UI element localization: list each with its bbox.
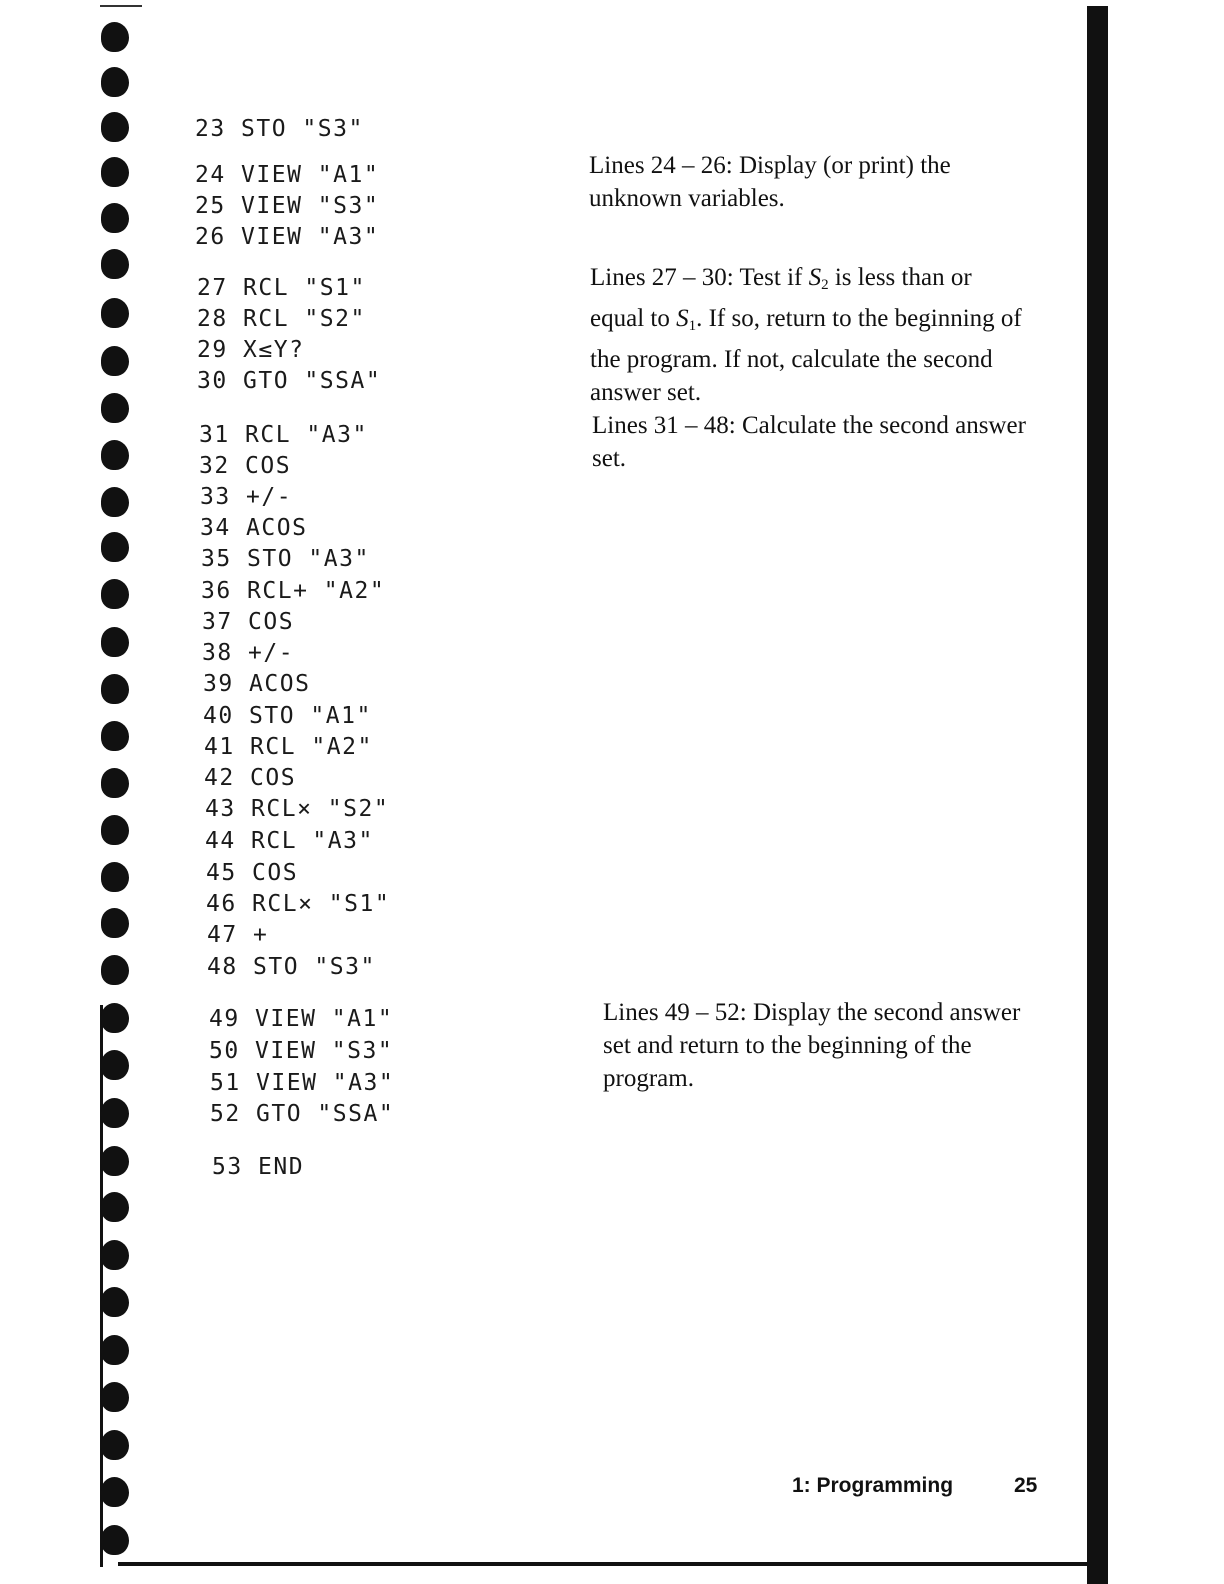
bottom-edge-rule: [118, 1562, 1108, 1566]
program-line: 34 ACOS: [200, 515, 308, 541]
binding-edge: [1087, 6, 1108, 1584]
program-line: 47 +: [207, 922, 269, 948]
variable-s: S: [808, 264, 822, 291]
binding-hole: [101, 1335, 129, 1365]
binding-hole: [101, 908, 129, 938]
binding-hole: [101, 1003, 129, 1033]
program-line: 46 RCL× "S1": [206, 891, 391, 917]
binding-hole: [101, 674, 129, 704]
binding-hole: [101, 112, 129, 142]
binding-hole: [101, 1192, 129, 1222]
program-line: 27 RCL "S1": [197, 275, 366, 301]
binding-hole: [101, 1050, 129, 1080]
binding-hole: [101, 1146, 129, 1176]
binding-hole: [101, 955, 129, 985]
binding-hole: [101, 393, 129, 423]
binding-hole: [101, 487, 129, 517]
program-line: 38 +/-: [202, 640, 295, 666]
program-line: 37 COS: [202, 609, 295, 635]
program-line: 30 GTO "SSA": [197, 368, 382, 394]
program-line: 40 STO "A1": [203, 703, 372, 729]
program-line: 41 RCL "A2": [204, 734, 373, 760]
program-line: 29 X≤Y?: [197, 337, 305, 363]
binding-hole: [101, 346, 129, 376]
binding-hole: [101, 579, 129, 609]
binding-hole: [101, 249, 129, 279]
top-rule: [100, 5, 142, 7]
binding-hole: [101, 1240, 129, 1270]
binding-hole: [101, 157, 129, 187]
binding-hole: [101, 627, 129, 657]
note-text: Lines 27 – 30: Test if: [590, 264, 809, 291]
binding-hole: [101, 815, 129, 845]
program-line: 45 COS: [206, 860, 299, 886]
binding-hole: [101, 1098, 129, 1128]
note-lines-27-30: [590, 261, 1030, 409]
note-lines-49-52: Lines 49 – 52: Display the second answer set and return to the beginning of the program.: [603, 999, 1021, 1092]
binding-hole: [101, 1477, 129, 1507]
binding-hole: [101, 1287, 129, 1317]
note-text: . If so, return to the beginning of the program. If not, calculate the second answer set.: [590, 305, 1022, 406]
program-line: 49 VIEW "A1": [209, 1006, 394, 1032]
program-line: 23 STO "S3": [195, 116, 364, 142]
program-line: 35 STO "A3": [201, 546, 370, 572]
program-line: 43 RCL× "S2": [205, 796, 390, 822]
program-line: 39 ACOS: [203, 671, 311, 697]
program-line: 26 VIEW "A3": [195, 224, 380, 250]
chapter-footer: 1: Programming: [792, 1474, 954, 1497]
binding-hole: [101, 862, 129, 892]
program-line: 42 COS: [204, 765, 297, 791]
binding-hole: [101, 1525, 129, 1555]
binding-hole: [101, 1430, 129, 1460]
program-line: 24 VIEW "A1": [195, 162, 380, 188]
program-line: 50 VIEW "S3": [209, 1038, 394, 1064]
subscript: 1: [688, 318, 697, 334]
binding-hole: [101, 298, 129, 328]
program-line: 44 RCL "A3": [205, 828, 374, 854]
binding-hole: [101, 203, 129, 233]
subscript: 2: [821, 277, 829, 293]
program-line: 36 RCL+ "A2": [201, 578, 386, 604]
program-line: 25 VIEW "S3": [195, 193, 380, 219]
binding-hole: [101, 22, 129, 52]
program-line: 52 GTO "SSA": [210, 1101, 395, 1127]
binding-hole: [101, 67, 129, 97]
note-lines-24-26: Lines 24 – 26: Display (or print) the unknown variables.: [589, 152, 951, 212]
binding-hole: [101, 532, 129, 562]
program-line: 48 STO "S3": [207, 954, 376, 980]
note-lines-31-48: Lines 31 – 48: Calculate the second answer set.: [592, 412, 1026, 472]
program-line: 33 +/-: [200, 484, 293, 510]
binding-hole: [101, 768, 129, 798]
variable-s: S: [676, 305, 689, 332]
program-line: 28 RCL "S2": [197, 306, 366, 332]
binding-hole: [101, 440, 129, 470]
page-number: 25: [1014, 1474, 1038, 1497]
program-line: 51 VIEW "A3": [210, 1070, 395, 1096]
program-line: 32 COS: [199, 453, 292, 479]
binding-hole: [101, 721, 129, 751]
binding-hole: [101, 1382, 129, 1412]
note-text: is less than or equal to: [590, 264, 972, 332]
program-line: 53 END: [212, 1154, 305, 1180]
program-line: 31 RCL "A3": [199, 422, 368, 448]
